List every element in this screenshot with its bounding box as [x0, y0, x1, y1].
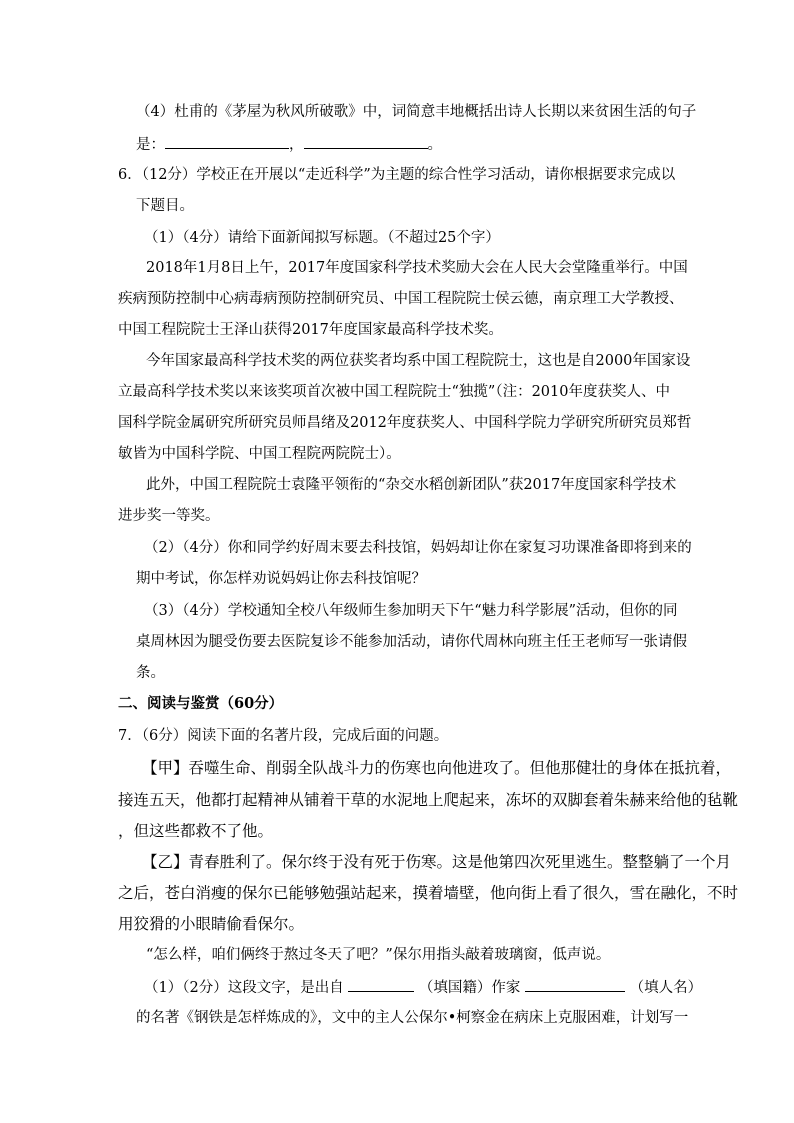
jia-line2: 接连五天，他都打起精神从铺着干草的水泥地上爬起来，冻坏的双脚套着朱赫来给他的毡靴 — [118, 791, 739, 809]
q7-quote: “怎么样，咱们俩终于熬过冬天了吧？”保尔用指头敲着玻璃窗，低声说。 — [146, 947, 611, 963]
news-p1-line3: 中国工程院院士王泽山获得2017年度国家最高科学技术奖。 — [118, 322, 503, 338]
q5-4-line1: （4）杜甫的《茅屋为秋风所破歌》中，词简意丰地概括出诗人长期以来贫困生活的句子 — [136, 104, 697, 120]
answer-blank-2[interactable] — [304, 134, 428, 149]
q7-line1: 7．（6分）阅读下面的名著片段，完成后面的问题。 — [118, 728, 449, 744]
q6-line2: 下题目。 — [136, 198, 194, 214]
q7-sub1-text-a: （1）（2分）这段文字，是出自 — [144, 980, 344, 996]
answer-blank-1[interactable] — [165, 134, 289, 149]
q7-sub1-line2: 的名著《钢铁是怎样炼成的》，文中的主人公保尔•柯察金在病床上克服困难，计划写一 — [136, 1010, 689, 1026]
yi-line3: 用狡猾的小眼睛偷看保尔。 — [118, 915, 305, 933]
news-p2-line4: 敏皆为中国科学院、中国工程院两院院士）。 — [118, 446, 401, 462]
q7-sub1-line1 — [144, 977, 702, 998]
jia-line1: 【甲】吞噬生命、削弱全队战斗力的伤寒也向他进攻了。但他那健壮的身体在抵抗着， — [142, 759, 732, 777]
nationality-blank[interactable] — [348, 977, 414, 992]
section-title: 二、阅读与鉴赏（60分） — [118, 695, 284, 712]
q6-sub3-line1: （3）（4分）学校通知全校八年级师生参加明天下午“魅力科学影展”活动，但你的同 — [144, 603, 678, 619]
q6-sub2-line2: 期中考试，你怎样劝说妈妈让你去科技馆呢？ — [136, 571, 426, 587]
q6-sub2-line1: （2）（4分）你和同学约好周末要去科技馆，妈妈却让你在家复习功课准备即将到来的 — [144, 540, 692, 556]
news-p1-line1: 2018年1月8日上午，2017年度国家科学技术奖励大会在人民大会堂隆重举行。中国 — [146, 260, 688, 276]
q6-sub1: （1）（4分）请给下面新闻拟写标题。（不超过25个字） — [144, 230, 500, 246]
news-p3-line2: 进步奖一等奖。 — [118, 508, 220, 524]
q5-4-prefix: 是： — [136, 137, 165, 153]
q7-sub1-text-c: （填人名） — [629, 980, 703, 996]
q6-sub3-line2: 桌周林因为腿受伤要去医院复诊不能参加活动，请你代周林向班主任王老师写一张请假 — [136, 634, 687, 650]
yi-line1: 【乙】青春胜利了。保尔终于没有死于伤寒。这是他第四次死里逃生。整整躺了一个月 — [142, 853, 732, 871]
news-p2-line2: 立最高科学技术奖以来该奖项首次被中国工程院院士“独揽”（注：2010年度获奖人、中 — [118, 384, 670, 400]
news-p2-line1: 今年国家最高科学技术奖的两位获奖者均系中国工程院院士，这也是自2000年国家设 — [146, 353, 691, 369]
news-p3-line1: 此外，中国工程院院士袁隆平领衔的“杂交水稻创新团队”获2017年度国家科学技术 — [146, 477, 677, 493]
news-p1-line2: 疾病预防控制中心病毒病预防控制研究员、中国工程院院士侯云德，南京理工大学教授、 — [118, 291, 684, 307]
jia-line3: ，但这些都救不了他。 — [118, 822, 274, 840]
q7-sub1-text-b: （填国籍）作家 — [418, 980, 521, 996]
q5-4-sep: ， — [289, 137, 304, 153]
author-blank[interactable] — [525, 977, 625, 992]
news-p2-line3: 国科学院金属研究所研究员师昌绪及2012年度获奖人、中国科学院力学研究所研究员郑哲 — [118, 415, 692, 431]
q5-4-line2 — [136, 134, 442, 155]
q6-sub3-line3: 条。 — [136, 665, 165, 681]
yi-line2: 之后，苍白消瘦的保尔已能够勉强站起来，摸着墙壁，他向街上看了很久，雪在融化，不时 — [118, 884, 739, 902]
q6-line1: 6．（12分）学校正在开展以“走近科学”为主题的综合性学习活动，请你根据要求完成以 — [118, 167, 676, 183]
q5-4-end: 。 — [427, 137, 442, 153]
